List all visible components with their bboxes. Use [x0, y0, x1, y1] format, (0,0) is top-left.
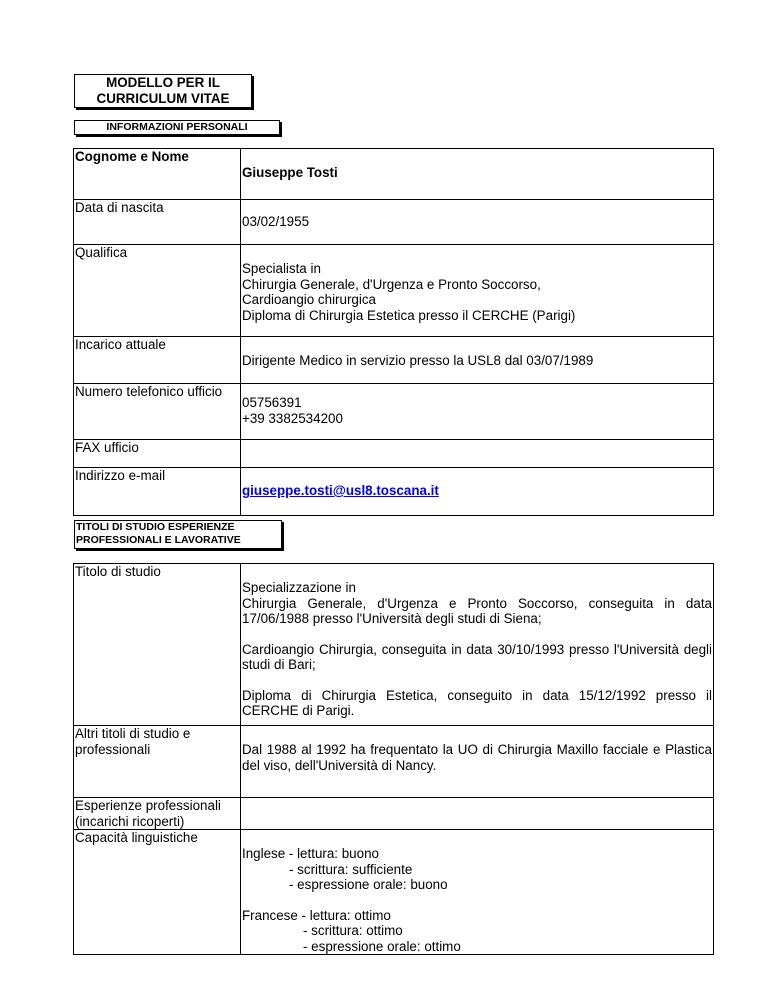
studies-table	[73, 563, 714, 955]
qualification-line: Cardioangio chirurgica	[242, 292, 376, 307]
job-label: Incarico attuale	[74, 337, 241, 384]
study-title-paragraph: Chirurgia Generale, d'Urgenza e Pronto Soccorso, conseguita in data 17/06/1988 presso l'Università degli studi di Siena;	[242, 595, 712, 626]
birth-value-cell	[241, 200, 714, 245]
other-titles-value: Dal 1988 al 1992 ha frequentato la UO di Chirurgia Maxillo facciale e Plastica del viso, dell'Università di Nancy.	[242, 742, 712, 773]
cv-title-box	[74, 74, 252, 108]
section-heading-studies	[74, 520, 282, 549]
english-writing: - scrittura: sufficiente	[289, 861, 413, 877]
section-heading-line2: PROFESSIONALI E LAVORATIVE	[76, 534, 241, 546]
study-title-paragraph: Cardioangio Chirurgia, conseguita in data 30/10/1993 presso l'Università degli studi di Bari;	[242, 641, 712, 672]
job-value: Dirigente Medico in servizio presso la USL8 dal 03/07/1989	[242, 353, 594, 368]
other-titles-cell	[241, 726, 714, 798]
english-speaking: - espressione orale: buono	[289, 877, 448, 892]
section-heading-line1: TITOLI DI STUDIO ESPERIENZE	[76, 521, 235, 533]
personal-info-table	[73, 148, 714, 516]
table-row	[74, 564, 714, 726]
birth-value: 03/02/1955	[242, 214, 310, 229]
section-heading-personal: INFORMAZIONI PERSONALI	[74, 120, 280, 135]
french-speaking: - espressione orale: ottimo	[303, 938, 461, 954]
email-value-cell	[241, 468, 714, 516]
qualification-value	[241, 245, 714, 337]
languages-label: Capacità linguistiche	[74, 830, 241, 955]
job-value-cell	[241, 337, 714, 384]
phone-line: 05756391	[242, 395, 302, 410]
table-row	[74, 440, 714, 468]
table-row	[74, 798, 714, 830]
table-row	[74, 830, 714, 955]
name-value: Giuseppe Tosti	[242, 165, 338, 180]
french-writing: - scrittura: ottimo	[303, 923, 403, 938]
phone-value	[241, 384, 714, 440]
french-reading: Francese - lettura: ottimo	[242, 907, 391, 923]
name-label: Cognome e Nome	[74, 149, 241, 200]
study-title-line: Specializzazione in	[242, 580, 356, 595]
phone-line: +39 3382534200	[242, 410, 343, 426]
languages-value	[241, 830, 714, 955]
table-row	[74, 337, 714, 384]
birth-label: Data di nascita	[74, 200, 241, 245]
experience-value	[241, 798, 714, 830]
qualification-line: Diploma di Chirurgia Estetica presso il CERCHE (Parigi)	[242, 307, 576, 323]
table-row	[74, 726, 714, 798]
other-titles-label: Altri titoli di studio e professionali	[74, 726, 241, 798]
table-row	[74, 384, 714, 440]
fax-label: FAX ufficio	[74, 440, 241, 468]
study-title-label: Titolo di studio	[74, 564, 241, 726]
table-row	[74, 149, 714, 200]
english-reading: Inglese - lettura: buono	[242, 846, 379, 861]
study-title-paragraph: Diploma di Chirurgia Estetica, conseguito in data 15/12/1992 presso il CERCHE di Parigi.	[242, 687, 712, 718]
table-row	[74, 200, 714, 245]
table-row	[74, 245, 714, 337]
qualification-line: Chirurgia Generale, d'Urgenza e Pronto Soccorso,	[242, 276, 541, 292]
cv-title-line1: MODELLO PER IL	[106, 75, 220, 90]
qualification-label: Qualifica	[74, 245, 241, 337]
fax-value	[241, 440, 714, 468]
experience-label: Esperienze professionali (incarichi ricoperti)	[74, 798, 241, 830]
table-row	[74, 468, 714, 516]
phone-label: Numero telefonico ufficio	[74, 384, 241, 440]
study-title-value	[241, 564, 714, 726]
name-value-cell	[241, 149, 714, 200]
qualification-line: Specialista in	[242, 261, 321, 276]
email-label: Indirizzo e-mail	[74, 468, 241, 516]
email-link[interactable]: giuseppe.tosti@usl8.toscana.it	[242, 483, 439, 498]
cv-title-line2: CURRICULUM VITAE	[96, 91, 230, 106]
